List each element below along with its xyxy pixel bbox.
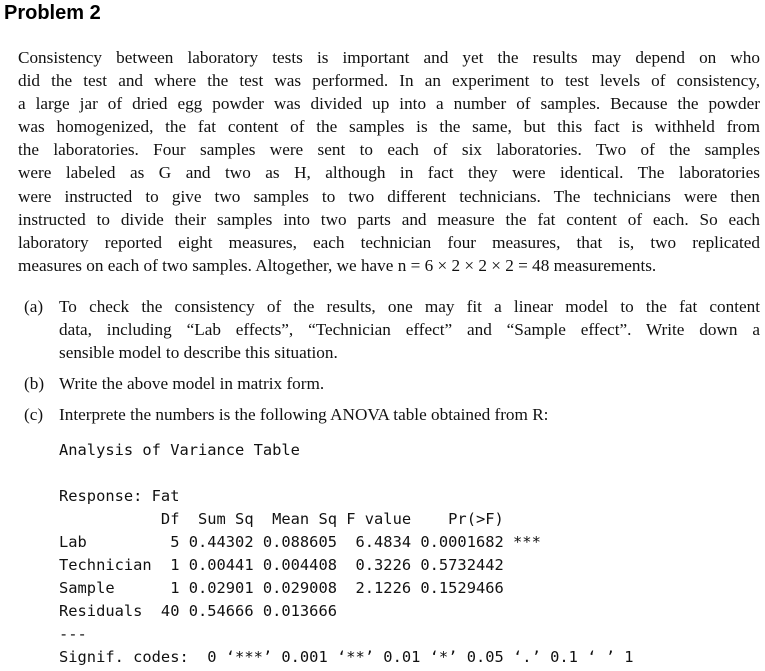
part-line: To check the consistency of the results, one may fit a linear model to the fat content [59,297,760,316]
anova-row-sample: Sample 1 0.02901 0.029008 2.1226 0.1529466 [59,579,504,597]
part-label: (b) [24,374,45,393]
paragraph-line: laboratory reported eight measures, each technician four measures, that is, two replicated [18,232,760,252]
part-line: sensible model to describe this situation. [59,343,338,363]
paragraph-line: a large jar of dried egg powder was divided up into a number of samples. Because the powder [18,94,760,114]
anova-signif-codes: Signif. codes: 0 ‘***’ 0.001 ‘**’ 0.01 ‘*’ 0.05 ‘.’ 0.1 ‘ ’ 1 [59,648,634,666]
part-line: Write the above model in matrix form. [59,374,325,393]
paragraph-line: Consistency between laboratory tests is important and yet the results may depend on who [18,48,760,67]
anova-separator: --- [59,625,87,643]
anova-row-residuals: Residuals 40 0.54666 0.013666 [59,602,337,620]
paragraph-line: the laboratories. Four samples were sent to each of six laboratories. Two of the samples [18,140,760,160]
problem-description [18,46,760,277]
part-label: (a) [24,297,44,316]
anova-row-lab: Lab 5 0.44302 0.088605 6.4834 0.0001682 *** [59,533,541,551]
anova-heading: Analysis of Variance Table [59,441,300,459]
paragraph-line: were labeled as G and two as H, although in fact they were identical. The laboratories [18,163,760,183]
paragraph-line: instructed to divide their samples into two parts and measure the fat content of each. So each [18,209,760,229]
paragraph-line: was homogenized, the fat content of the samples is the same, but this fact is withheld from [18,117,760,137]
anova-response: Response: Fat [59,487,180,505]
paragraph-line: measures on each of two samples. Altogether, we have n = 6 × 2 × 2 × 2 = 48 measurements. [18,255,657,275]
anova-header-row: Df Sum Sq Mean Sq F value Pr(>F) [59,510,504,528]
problem-title: Problem 2 [4,2,101,24]
part-line: Interprete the numbers is the following ANOVA table obtained from R: [59,405,549,424]
paragraph-line: were instructed to give two samples to two different technicians. The technicians were then [18,186,760,206]
part-line: data, including “Lab effects”, “Technician effect” and “Sample effect”. Write down a [59,320,760,340]
anova-row-technician: Technician 1 0.00441 0.004408 0.3226 0.5732442 [59,556,504,574]
part-label: (c) [24,405,44,424]
paragraph-line: did the test and where the test was performed. In an experiment to test levels of consistency, [18,71,760,91]
